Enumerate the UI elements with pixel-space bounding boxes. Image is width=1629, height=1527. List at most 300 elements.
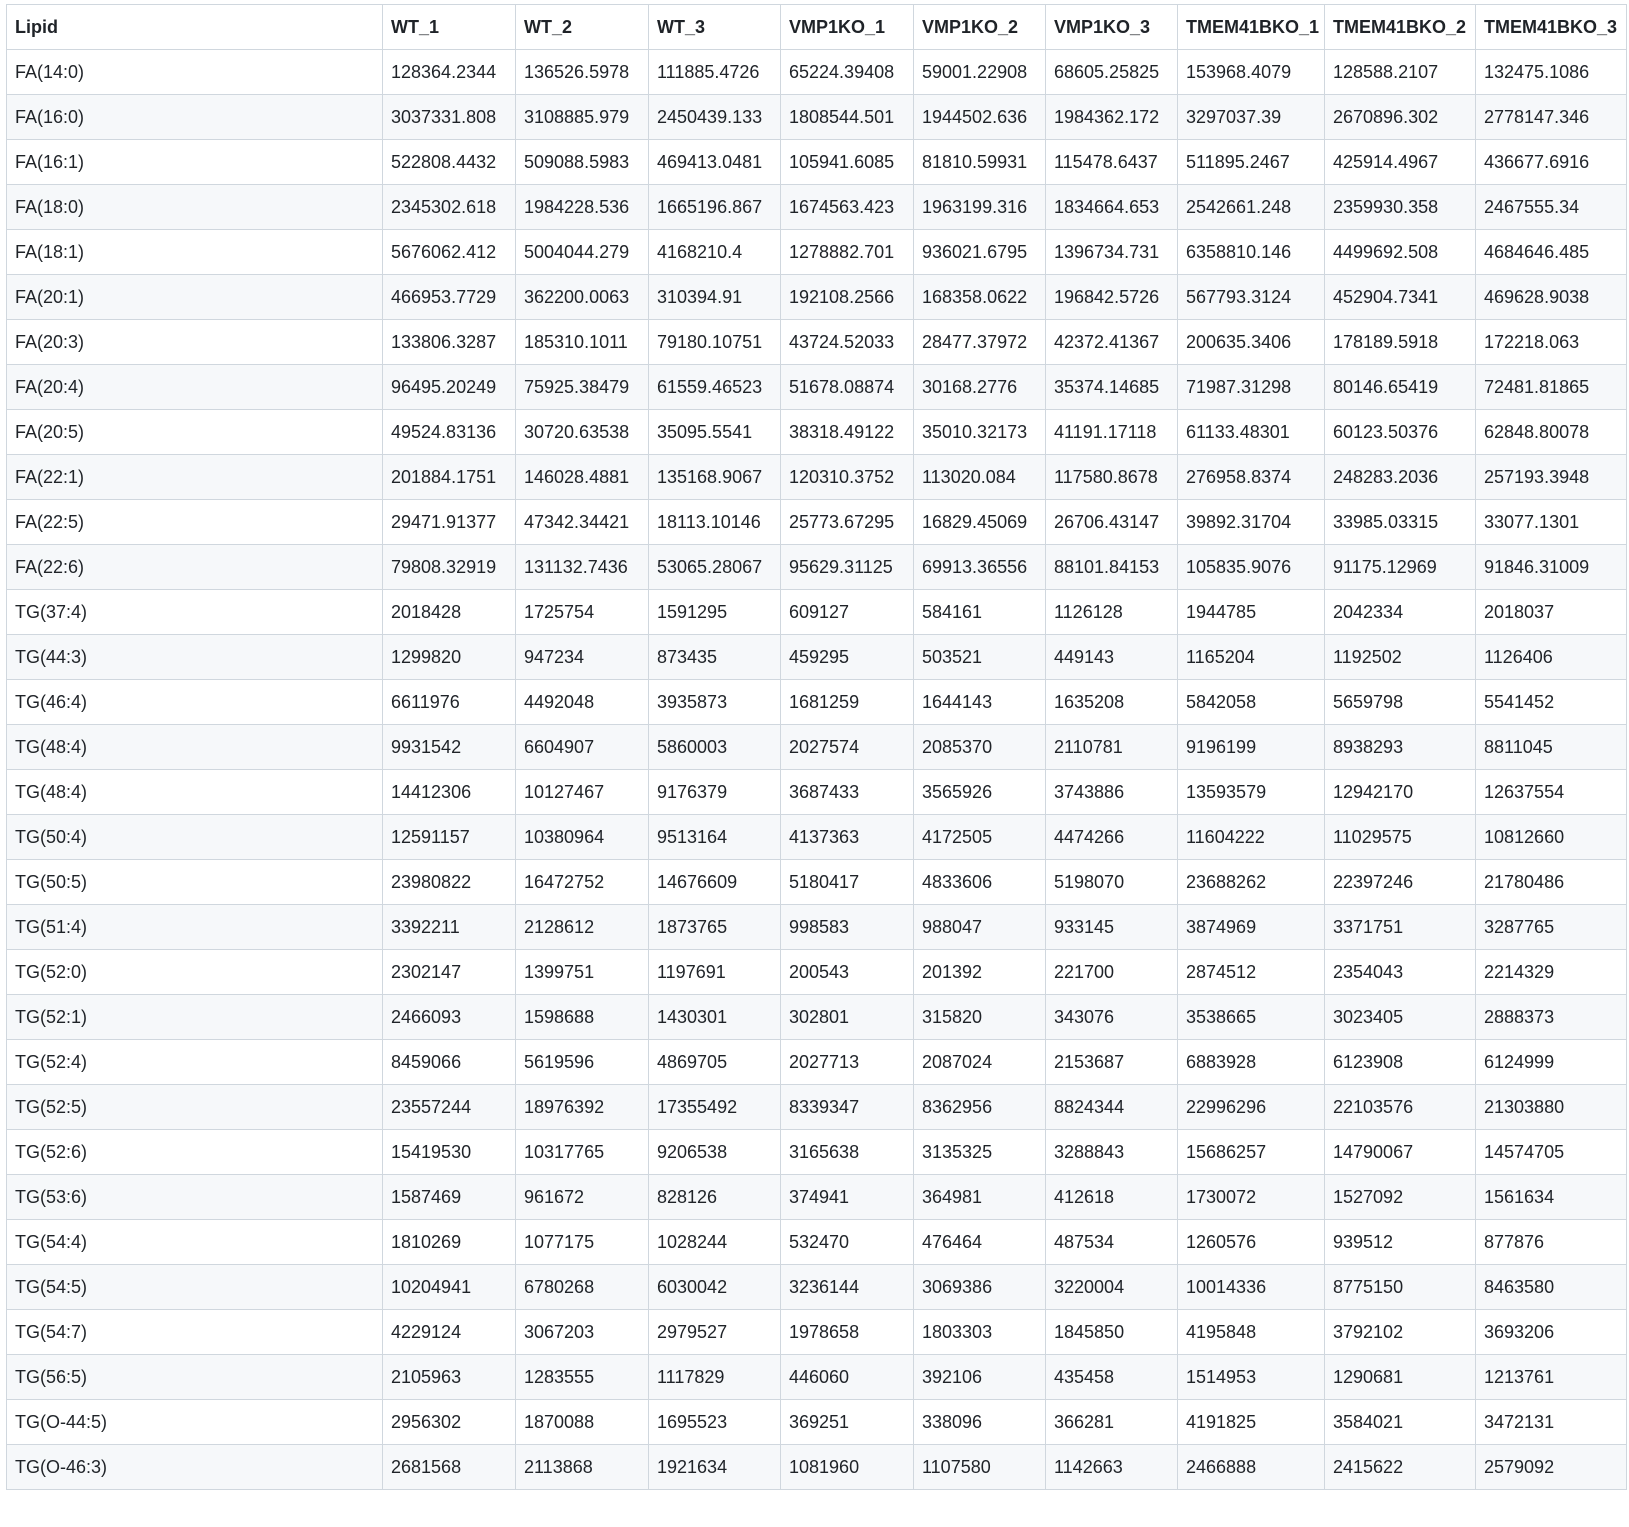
value-cell: 23688262	[1178, 860, 1325, 905]
table-row	[7, 320, 1627, 365]
value-cell: 42372.41367	[1046, 320, 1178, 365]
value-cell: 41191.17118	[1046, 410, 1178, 455]
lipid-name-cell: FA(22:5)	[7, 500, 383, 545]
value-cell: 21303880	[1476, 1085, 1627, 1130]
lipid-name-cell: TG(52:5)	[7, 1085, 383, 1130]
value-cell: 8362956	[914, 1085, 1046, 1130]
value-cell: 79180.10751	[649, 320, 781, 365]
lipid-name-cell: TG(52:4)	[7, 1040, 383, 1085]
value-cell: 3220004	[1046, 1265, 1178, 1310]
value-cell: 2466093	[383, 995, 516, 1040]
value-cell: 62848.80078	[1476, 410, 1627, 455]
value-cell: 22103576	[1325, 1085, 1476, 1130]
table-row	[7, 1175, 1627, 1220]
value-cell: 1290681	[1325, 1355, 1476, 1400]
value-cell: 1808544.501	[781, 95, 914, 140]
column-header: TMEM41BKO_2	[1325, 5, 1476, 50]
value-cell: 30720.63538	[516, 410, 649, 455]
value-cell: 2042334	[1325, 590, 1476, 635]
value-cell: 3135325	[914, 1130, 1046, 1175]
value-cell: 178189.5918	[1325, 320, 1476, 365]
value-cell: 452904.7341	[1325, 275, 1476, 320]
value-cell: 105835.9076	[1178, 545, 1325, 590]
value-cell: 1299820	[383, 635, 516, 680]
column-header-lipid: Lipid	[7, 5, 383, 50]
value-cell: 105941.6085	[781, 140, 914, 185]
value-cell: 10127467	[516, 770, 649, 815]
value-cell: 2888373	[1476, 995, 1627, 1040]
value-cell: 39892.31704	[1178, 500, 1325, 545]
value-cell: 11604222	[1178, 815, 1325, 860]
value-cell: 2110781	[1046, 725, 1178, 770]
value-cell: 1142663	[1046, 1445, 1178, 1490]
value-cell: 221700	[1046, 950, 1178, 995]
value-cell: 168358.0622	[914, 275, 1046, 320]
value-cell: 302801	[781, 995, 914, 1040]
table-row	[7, 1220, 1627, 1265]
table-row	[7, 50, 1627, 95]
value-cell: 1561634	[1476, 1175, 1627, 1220]
value-cell: 2670896.302	[1325, 95, 1476, 140]
value-cell: 5004044.279	[516, 230, 649, 275]
value-cell: 133806.3287	[383, 320, 516, 365]
lipid-name-cell: TG(54:7)	[7, 1310, 383, 1355]
value-cell: 2128612	[516, 905, 649, 950]
value-cell: 509088.5983	[516, 140, 649, 185]
value-cell: 15686257	[1178, 1130, 1325, 1175]
table-header-row	[7, 5, 1627, 50]
value-cell: 61133.48301	[1178, 410, 1325, 455]
value-cell: 936021.6795	[914, 230, 1046, 275]
value-cell: 10204941	[383, 1265, 516, 1310]
value-cell: 4137363	[781, 815, 914, 860]
table-row	[7, 725, 1627, 770]
value-cell: 436677.6916	[1476, 140, 1627, 185]
value-cell: 3874969	[1178, 905, 1325, 950]
value-cell: 35095.5541	[649, 410, 781, 455]
value-cell: 4869705	[649, 1040, 781, 1085]
value-cell: 5659798	[1325, 680, 1476, 725]
value-cell: 115478.6437	[1046, 140, 1178, 185]
lipid-name-cell: TG(48:4)	[7, 725, 383, 770]
lipid-table	[6, 4, 1627, 1490]
value-cell: 1730072	[1178, 1175, 1325, 1220]
column-header: WT_1	[383, 5, 516, 50]
value-cell: 10812660	[1476, 815, 1627, 860]
lipid-name-cell: FA(14:0)	[7, 50, 383, 95]
value-cell: 2153687	[1046, 1040, 1178, 1085]
value-cell: 61559.46523	[649, 365, 781, 410]
value-cell: 1126406	[1476, 635, 1627, 680]
table-row	[7, 1085, 1627, 1130]
value-cell: 1803303	[914, 1310, 1046, 1355]
value-cell: 3037331.808	[383, 95, 516, 140]
table-row	[7, 1265, 1627, 1310]
table-row	[7, 1310, 1627, 1355]
value-cell: 4833606	[914, 860, 1046, 905]
column-header: TMEM41BKO_1	[1178, 5, 1325, 50]
value-cell: 33077.1301	[1476, 500, 1627, 545]
value-cell: 3792102	[1325, 1310, 1476, 1355]
value-cell: 200543	[781, 950, 914, 995]
value-cell: 4492048	[516, 680, 649, 725]
column-header: VMP1KO_1	[781, 5, 914, 50]
value-cell: 8775150	[1325, 1265, 1476, 1310]
value-cell: 91846.31009	[1476, 545, 1627, 590]
table-row	[7, 1355, 1627, 1400]
value-cell: 2085370	[914, 725, 1046, 770]
value-cell: 14676609	[649, 860, 781, 905]
value-cell: 2359930.358	[1325, 185, 1476, 230]
value-cell: 3371751	[1325, 905, 1476, 950]
column-header: VMP1KO_2	[914, 5, 1046, 50]
value-cell: 3538665	[1178, 995, 1325, 1040]
table-row	[7, 500, 1627, 545]
lipid-name-cell: TG(50:4)	[7, 815, 383, 860]
value-cell: 51678.08874	[781, 365, 914, 410]
value-cell: 2874512	[1178, 950, 1325, 995]
lipid-name-cell: TG(37:4)	[7, 590, 383, 635]
table-row	[7, 95, 1627, 140]
value-cell: 1725754	[516, 590, 649, 635]
value-cell: 21780486	[1476, 860, 1627, 905]
value-cell: 146028.4881	[516, 455, 649, 500]
lipid-name-cell: FA(20:3)	[7, 320, 383, 365]
value-cell: 1213761	[1476, 1355, 1627, 1400]
value-cell: 5198070	[1046, 860, 1178, 905]
value-cell: 1681259	[781, 680, 914, 725]
value-cell: 6358810.146	[1178, 230, 1325, 275]
value-cell: 2027713	[781, 1040, 914, 1085]
value-cell: 8811045	[1476, 725, 1627, 770]
value-cell: 4684646.485	[1476, 230, 1627, 275]
value-cell: 6123908	[1325, 1040, 1476, 1085]
value-cell: 28477.37972	[914, 320, 1046, 365]
value-cell: 1963199.316	[914, 185, 1046, 230]
value-cell: 38318.49122	[781, 410, 914, 455]
value-cell: 53065.28067	[649, 545, 781, 590]
table-row	[7, 590, 1627, 635]
value-cell: 2027574	[781, 725, 914, 770]
value-cell: 96495.20249	[383, 365, 516, 410]
lipid-name-cell: FA(18:0)	[7, 185, 383, 230]
lipid-name-cell: TG(50:5)	[7, 860, 383, 905]
table-row	[7, 1040, 1627, 1085]
value-cell: 469628.9038	[1476, 275, 1627, 320]
value-cell: 10380964	[516, 815, 649, 860]
value-cell: 12942170	[1325, 770, 1476, 815]
value-cell: 248283.2036	[1325, 455, 1476, 500]
value-cell: 5619596	[516, 1040, 649, 1085]
value-cell: 435458	[1046, 1355, 1178, 1400]
value-cell: 26706.43147	[1046, 500, 1178, 545]
lipid-name-cell: TG(56:5)	[7, 1355, 383, 1400]
value-cell: 3023405	[1325, 995, 1476, 1040]
value-cell: 3236144	[781, 1265, 914, 1310]
value-cell: 584161	[914, 590, 1046, 635]
value-cell: 9931542	[383, 725, 516, 770]
value-cell: 567793.3124	[1178, 275, 1325, 320]
value-cell: 828126	[649, 1175, 781, 1220]
value-cell: 1644143	[914, 680, 1046, 725]
value-cell: 3935873	[649, 680, 781, 725]
value-cell: 59001.22908	[914, 50, 1046, 95]
value-cell: 487534	[1046, 1220, 1178, 1265]
value-cell: 522808.4432	[383, 140, 516, 185]
table-row	[7, 275, 1627, 320]
value-cell: 128364.2344	[383, 50, 516, 95]
lipid-name-cell: TG(53:6)	[7, 1175, 383, 1220]
value-cell: 6883928	[1178, 1040, 1325, 1085]
value-cell: 2354043	[1325, 950, 1476, 995]
value-cell: 201884.1751	[383, 455, 516, 500]
value-cell: 9206538	[649, 1130, 781, 1175]
value-cell: 8339347	[781, 1085, 914, 1130]
value-cell: 503521	[914, 635, 1046, 680]
value-cell: 310394.91	[649, 275, 781, 320]
lipid-name-cell: TG(52:6)	[7, 1130, 383, 1175]
column-header: WT_3	[649, 5, 781, 50]
lipid-name-cell: TG(51:4)	[7, 905, 383, 950]
value-cell: 2214329	[1476, 950, 1627, 995]
table-row	[7, 770, 1627, 815]
value-cell: 91175.12969	[1325, 545, 1476, 590]
value-cell: 3565926	[914, 770, 1046, 815]
value-cell: 1192502	[1325, 635, 1476, 680]
value-cell: 532470	[781, 1220, 914, 1265]
value-cell: 16829.45069	[914, 500, 1046, 545]
value-cell: 25773.67295	[781, 500, 914, 545]
table-row	[7, 365, 1627, 410]
value-cell: 4474266	[1046, 815, 1178, 860]
value-cell: 200635.3406	[1178, 320, 1325, 365]
value-cell: 1870088	[516, 1400, 649, 1445]
value-cell: 49524.83136	[383, 410, 516, 455]
value-cell: 14790067	[1325, 1130, 1476, 1175]
value-cell: 466953.7729	[383, 275, 516, 320]
value-cell: 449143	[1046, 635, 1178, 680]
lipid-name-cell: TG(54:4)	[7, 1220, 383, 1265]
value-cell: 111885.4726	[649, 50, 781, 95]
value-cell: 9513164	[649, 815, 781, 860]
value-cell: 1430301	[649, 995, 781, 1040]
value-cell: 185310.1011	[516, 320, 649, 365]
value-cell: 1921634	[649, 1445, 781, 1490]
value-cell: 343076	[1046, 995, 1178, 1040]
value-cell: 16472752	[516, 860, 649, 905]
value-cell: 9196199	[1178, 725, 1325, 770]
value-cell: 135168.9067	[649, 455, 781, 500]
value-cell: 2415622	[1325, 1445, 1476, 1490]
value-cell: 69913.36556	[914, 545, 1046, 590]
value-cell: 961672	[516, 1175, 649, 1220]
value-cell: 374941	[781, 1175, 914, 1220]
value-cell: 4191825	[1178, 1400, 1325, 1445]
value-cell: 1126128	[1046, 590, 1178, 635]
value-cell: 2450439.133	[649, 95, 781, 140]
value-cell: 6611976	[383, 680, 516, 725]
value-cell: 1081960	[781, 1445, 914, 1490]
table-row	[7, 140, 1627, 185]
table-row	[7, 230, 1627, 275]
lipid-name-cell: FA(20:4)	[7, 365, 383, 410]
value-cell: 15419530	[383, 1130, 516, 1175]
value-cell: 10317765	[516, 1130, 649, 1175]
value-cell: 6030042	[649, 1265, 781, 1310]
lipid-name-cell: FA(22:1)	[7, 455, 383, 500]
table-body	[7, 50, 1627, 1490]
value-cell: 3069386	[914, 1265, 1046, 1310]
value-cell: 4195848	[1178, 1310, 1325, 1355]
value-cell: 3687433	[781, 770, 914, 815]
value-cell: 5842058	[1178, 680, 1325, 725]
value-cell: 1944785	[1178, 590, 1325, 635]
value-cell: 80146.65419	[1325, 365, 1476, 410]
value-cell: 4172505	[914, 815, 1046, 860]
value-cell: 1635208	[1046, 680, 1178, 725]
value-cell: 2018428	[383, 590, 516, 635]
value-cell: 6124999	[1476, 1040, 1627, 1085]
value-cell: 364981	[914, 1175, 1046, 1220]
value-cell: 2345302.618	[383, 185, 516, 230]
value-cell: 79808.32919	[383, 545, 516, 590]
value-cell: 1810269	[383, 1220, 516, 1265]
lipid-name-cell: FA(16:0)	[7, 95, 383, 140]
table-row	[7, 410, 1627, 455]
value-cell: 392106	[914, 1355, 1046, 1400]
value-cell: 5541452	[1476, 680, 1627, 725]
value-cell: 60123.50376	[1325, 410, 1476, 455]
value-cell: 362200.0063	[516, 275, 649, 320]
value-cell: 877876	[1476, 1220, 1627, 1265]
value-cell: 35010.32173	[914, 410, 1046, 455]
table-row	[7, 905, 1627, 950]
value-cell: 120310.3752	[781, 455, 914, 500]
value-cell: 1695523	[649, 1400, 781, 1445]
value-cell: 131132.7436	[516, 545, 649, 590]
value-cell: 11029575	[1325, 815, 1476, 860]
table-row	[7, 995, 1627, 1040]
lipid-name-cell: TG(48:4)	[7, 770, 383, 815]
value-cell: 1028244	[649, 1220, 781, 1265]
lipid-name-cell: FA(20:1)	[7, 275, 383, 320]
value-cell: 6780268	[516, 1265, 649, 1310]
value-cell: 3743886	[1046, 770, 1178, 815]
value-cell: 3392211	[383, 905, 516, 950]
value-cell: 1278882.701	[781, 230, 914, 275]
value-cell: 369251	[781, 1400, 914, 1445]
lipid-name-cell: TG(46:4)	[7, 680, 383, 725]
value-cell: 8938293	[1325, 725, 1476, 770]
value-cell: 1944502.636	[914, 95, 1046, 140]
value-cell: 366281	[1046, 1400, 1178, 1445]
value-cell: 1984362.172	[1046, 95, 1178, 140]
value-cell: 1527092	[1325, 1175, 1476, 1220]
value-cell: 476464	[914, 1220, 1046, 1265]
value-cell: 1845850	[1046, 1310, 1178, 1355]
value-cell: 23557244	[383, 1085, 516, 1130]
value-cell: 1873765	[649, 905, 781, 950]
lipid-name-cell: TG(52:1)	[7, 995, 383, 1040]
value-cell: 469413.0481	[649, 140, 781, 185]
value-cell: 3108885.979	[516, 95, 649, 140]
table-row	[7, 950, 1627, 995]
value-cell: 117580.8678	[1046, 455, 1178, 500]
value-cell: 201392	[914, 950, 1046, 995]
value-cell: 1260576	[1178, 1220, 1325, 1265]
lipid-name-cell: TG(O-46:3)	[7, 1445, 383, 1490]
value-cell: 446060	[781, 1355, 914, 1400]
value-cell: 1587469	[383, 1175, 516, 1220]
value-cell: 8824344	[1046, 1085, 1178, 1130]
value-cell: 136526.5978	[516, 50, 649, 95]
table-row	[7, 635, 1627, 680]
value-cell: 153968.4079	[1178, 50, 1325, 95]
column-header: VMP1KO_3	[1046, 5, 1178, 50]
table-row	[7, 455, 1627, 500]
value-cell: 47342.34421	[516, 500, 649, 545]
value-cell: 2105963	[383, 1355, 516, 1400]
value-cell: 459295	[781, 635, 914, 680]
column-header: TMEM41BKO_3	[1476, 5, 1627, 50]
value-cell: 1283555	[516, 1355, 649, 1400]
value-cell: 4499692.508	[1325, 230, 1476, 275]
value-cell: 3693206	[1476, 1310, 1627, 1355]
lipid-name-cell: TG(O-44:5)	[7, 1400, 383, 1445]
value-cell: 14412306	[383, 770, 516, 815]
value-cell: 315820	[914, 995, 1046, 1040]
value-cell: 939512	[1325, 1220, 1476, 1265]
value-cell: 30168.2776	[914, 365, 1046, 410]
value-cell: 2302147	[383, 950, 516, 995]
value-cell: 1107580	[914, 1445, 1046, 1490]
value-cell: 1984228.536	[516, 185, 649, 230]
value-cell: 873435	[649, 635, 781, 680]
value-cell: 132475.1086	[1476, 50, 1627, 95]
value-cell: 113020.084	[914, 455, 1046, 500]
value-cell: 18976392	[516, 1085, 649, 1130]
value-cell: 2778147.346	[1476, 95, 1627, 140]
value-cell: 22397246	[1325, 860, 1476, 905]
value-cell: 10014336	[1178, 1265, 1325, 1310]
value-cell: 1165204	[1178, 635, 1325, 680]
value-cell: 22996296	[1178, 1085, 1325, 1130]
value-cell: 1077175	[516, 1220, 649, 1265]
value-cell: 6604907	[516, 725, 649, 770]
value-cell: 29471.91377	[383, 500, 516, 545]
value-cell: 2087024	[914, 1040, 1046, 1085]
value-cell: 23980822	[383, 860, 516, 905]
value-cell: 3165638	[781, 1130, 914, 1175]
value-cell: 5860003	[649, 725, 781, 770]
value-cell: 1197691	[649, 950, 781, 995]
lipid-name-cell: FA(18:1)	[7, 230, 383, 275]
value-cell: 18113.10146	[649, 500, 781, 545]
lipid-name-cell: FA(16:1)	[7, 140, 383, 185]
table-row	[7, 1130, 1627, 1175]
value-cell: 33985.03315	[1325, 500, 1476, 545]
lipid-name-cell: FA(22:6)	[7, 545, 383, 590]
value-cell: 65224.39408	[781, 50, 914, 95]
value-cell: 9176379	[649, 770, 781, 815]
value-cell: 8459066	[383, 1040, 516, 1085]
value-cell: 1399751	[516, 950, 649, 995]
value-cell: 1834664.653	[1046, 185, 1178, 230]
value-cell: 1117829	[649, 1355, 781, 1400]
value-cell: 35374.14685	[1046, 365, 1178, 410]
value-cell: 947234	[516, 635, 649, 680]
value-cell: 192108.2566	[781, 275, 914, 320]
